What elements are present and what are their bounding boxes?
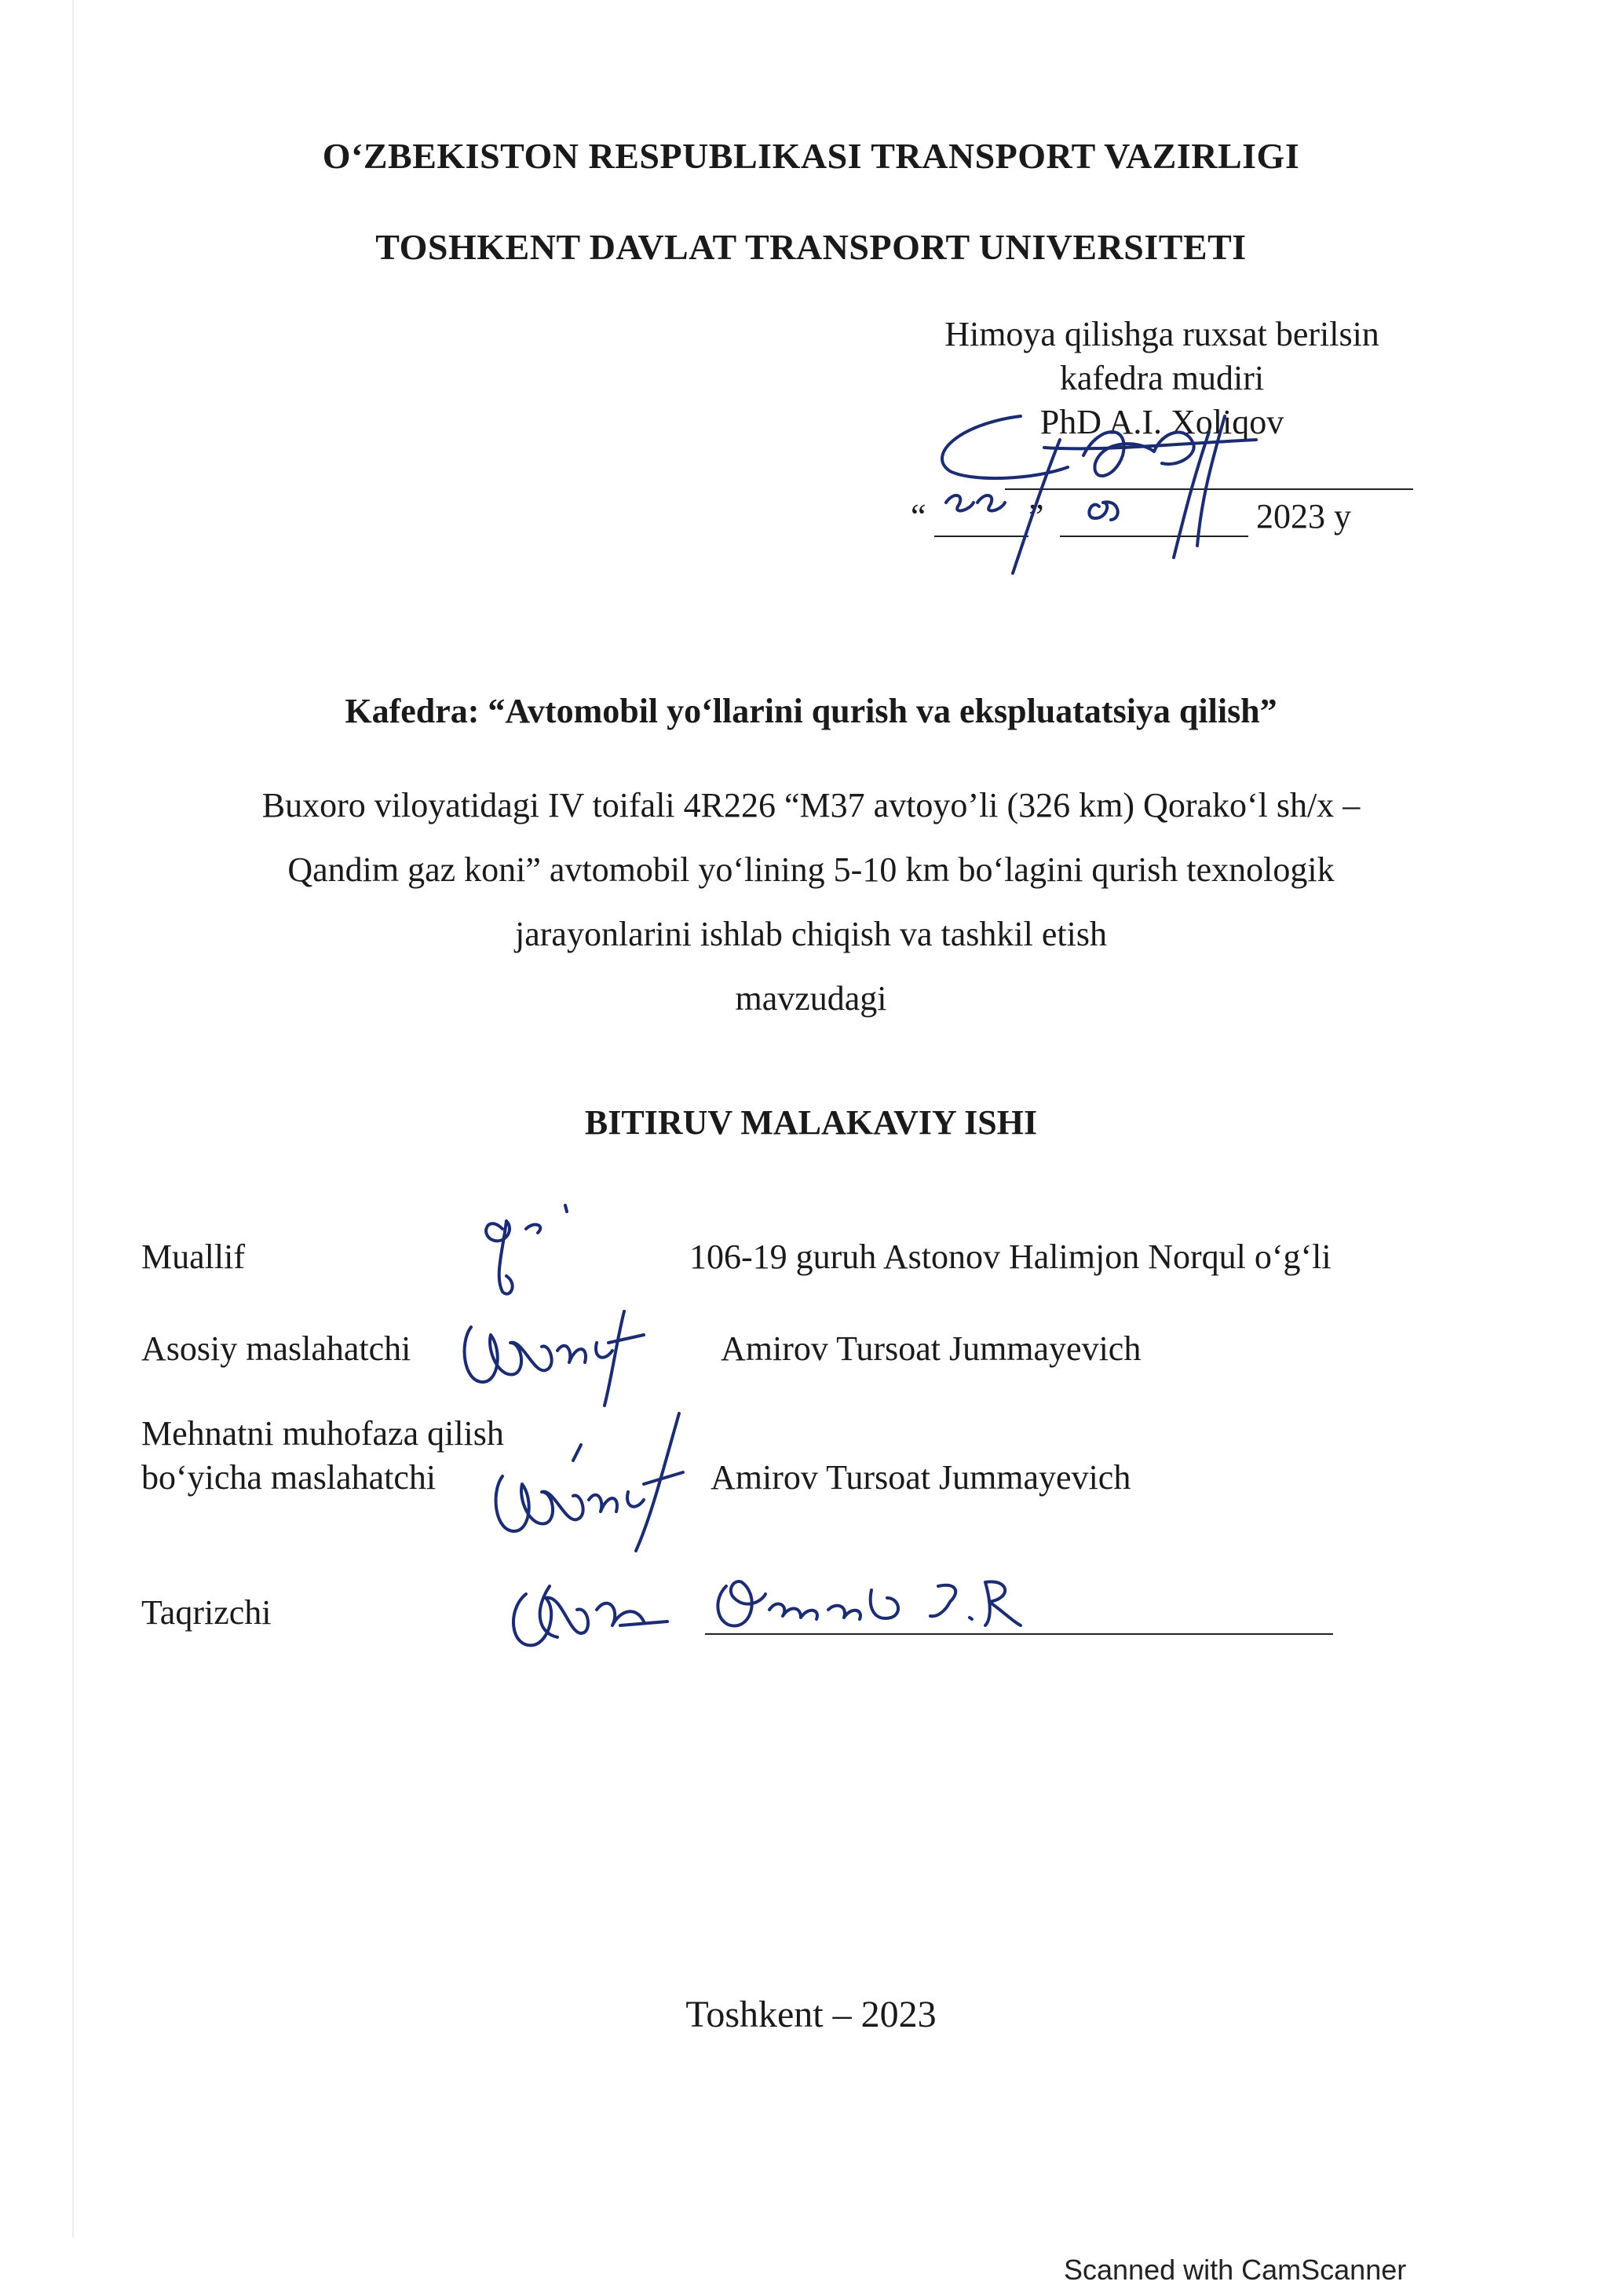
reviewer-signature-icon xyxy=(502,1563,675,1657)
safety-advisor-label-1: Mehnatni muhofaza qilish xyxy=(141,1414,504,1453)
university-heading: TOSHKENT DAVLAT TRANSPORT UNIVERSITETI xyxy=(375,227,1247,267)
reviewer-label: Taqrizchi xyxy=(141,1593,272,1632)
scanner-watermark: Scanned with CamScanner xyxy=(1064,2254,1407,2286)
date-open-quote: “ xyxy=(911,497,926,536)
date-year: 2023 y xyxy=(1256,497,1351,536)
work-title: BITIRUV MALAKAVIY ISHI xyxy=(584,1103,1038,1142)
department-title: Kafedra: “Avtomobil yo‘llarini qurish va ekspluatatsiya qilish” xyxy=(345,692,1277,730)
safety-advisor-signature-icon xyxy=(487,1398,707,1555)
ministry-heading: O‘ZBEKISTON RESPUBLIKASI TRANSPORT VAZIRLIGI xyxy=(322,136,1300,176)
topic-line-1: Buxoro viloyatidagi IV toifali 4R226 “M37 avtoyo’li (326 km) Qorako‘l sh/x – xyxy=(261,786,1361,824)
author-name: 106-19 guruh Astonov Halimjon Norqul o‘g‘li xyxy=(689,1238,1332,1276)
approval-line-2: kafedra mudiri xyxy=(1059,359,1265,397)
reviewer-handwritten-name-icon xyxy=(711,1563,1040,1641)
approval-line-1: Himoya qilishga ruxsat berilsin xyxy=(944,315,1379,353)
handwritten-date-icon xyxy=(942,487,1225,550)
topic-line-2: Qandim gaz koni” avtomobil yo‘lining 5-10 km bo‘lagini qurish texnologik xyxy=(287,850,1335,889)
approval-head-name: PhD A.I. Xoliqov xyxy=(1039,403,1284,441)
date-close-quote: ” xyxy=(1028,497,1044,536)
advisor-label: Asosiy maslahatchi xyxy=(141,1329,411,1368)
safety-advisor-label-2: bo‘yicha maslahatchi xyxy=(141,1458,437,1497)
topic-line-4: mavzudagi xyxy=(735,979,887,1018)
advisor-name: Amirov Tursoat Jummayevich xyxy=(721,1329,1142,1368)
footer-city-year: Toshkent – 2023 xyxy=(685,1994,937,2035)
safety-advisor-name: Amirov Tursoat Jummayevich xyxy=(711,1458,1131,1497)
advisor-signature-icon xyxy=(455,1296,652,1413)
topic-line-3: jarayonlarini ishlab chiqish va tashkil etish xyxy=(515,915,1107,953)
author-label: Muallif xyxy=(141,1238,245,1276)
